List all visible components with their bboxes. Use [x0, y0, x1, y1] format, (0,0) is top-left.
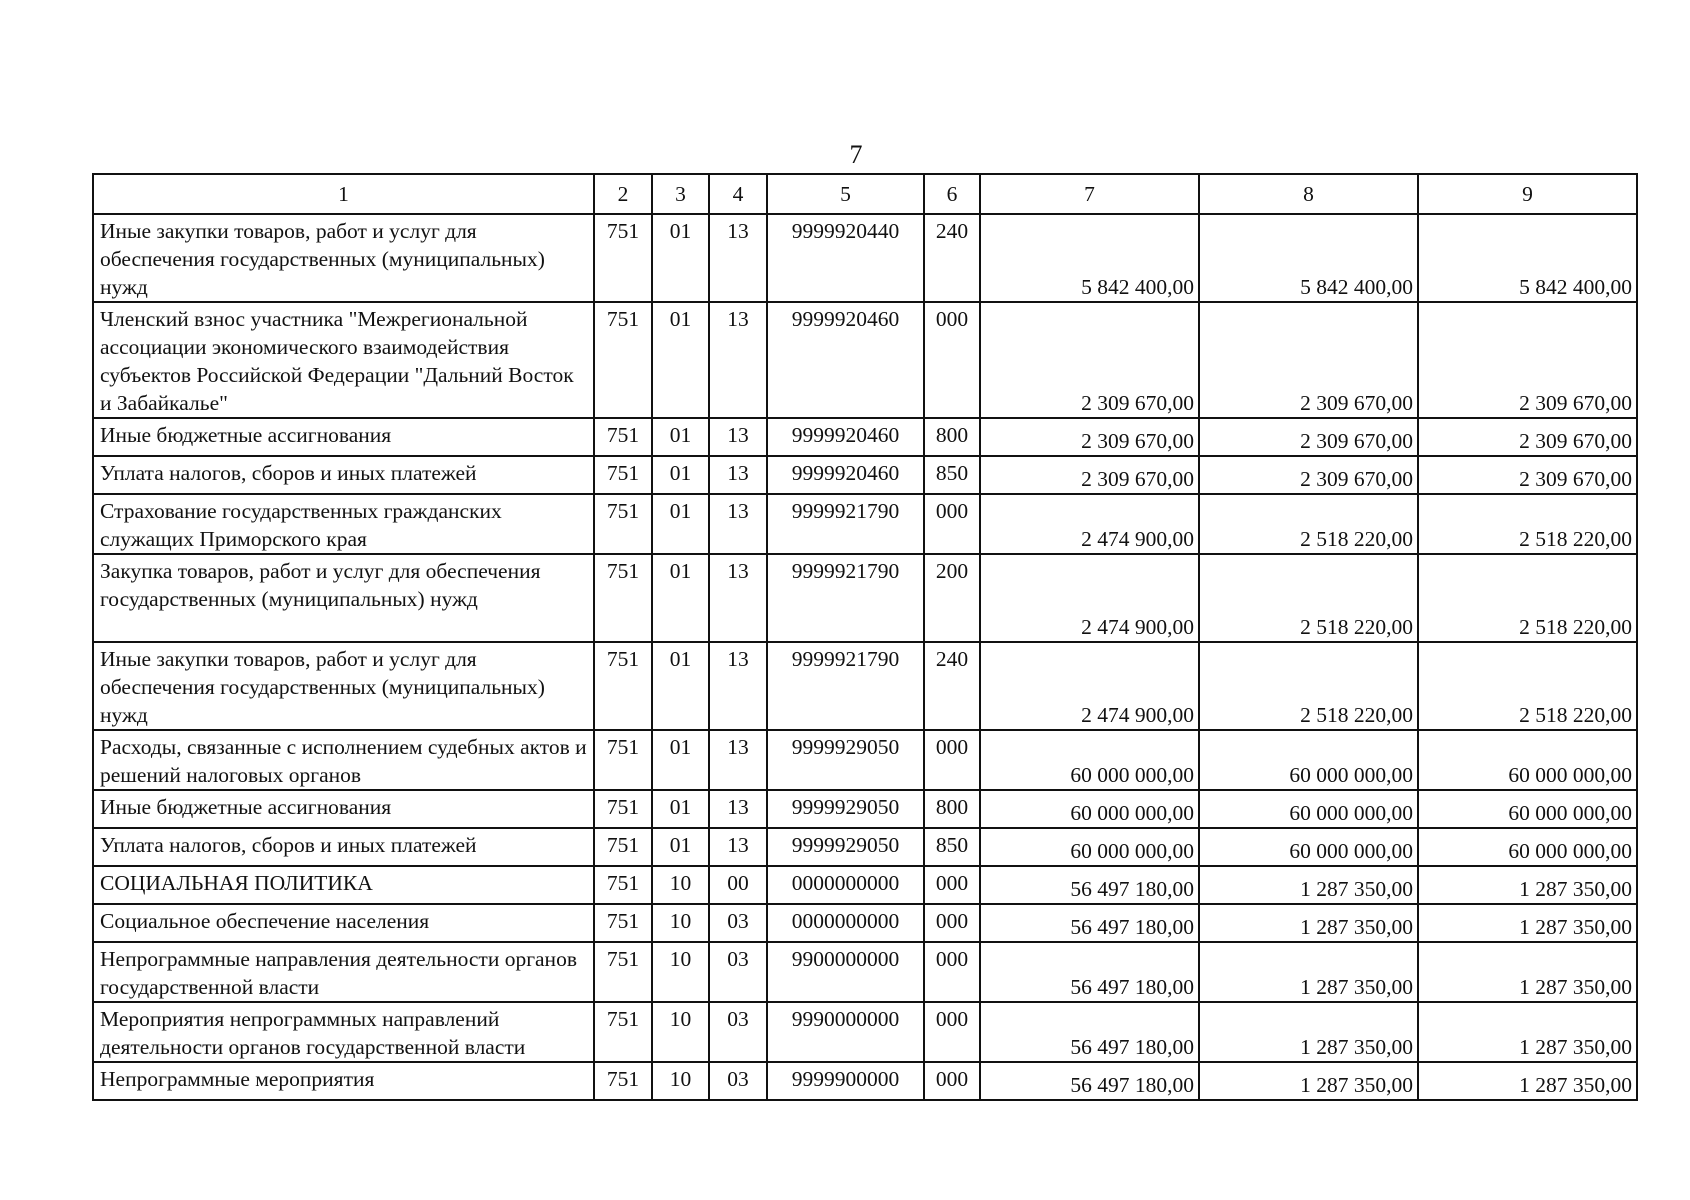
cell-expense-type: 000	[924, 942, 980, 1002]
cell-amount-col7: 56 497 180,00	[980, 1062, 1199, 1100]
cell-target-item: 9999921790	[767, 494, 924, 554]
cell-admin-code: 751	[594, 942, 652, 1002]
cell-admin-code: 751	[594, 828, 652, 866]
table-row	[93, 1002, 1637, 1062]
table-row	[93, 790, 1637, 828]
cell-section: 01	[652, 642, 709, 730]
cell-amount-col9: 2 518 220,00	[1418, 642, 1637, 730]
column-header: 7	[980, 174, 1199, 214]
cell-target-item: 9990000000	[767, 1002, 924, 1062]
cell-amount-col9: 2 309 670,00	[1418, 418, 1637, 456]
cell-amount-col8: 1 287 350,00	[1199, 904, 1418, 942]
cell-amount-col7: 2 309 670,00	[980, 456, 1199, 494]
cell-amount-col8: 1 287 350,00	[1199, 942, 1418, 1002]
cell-admin-code: 751	[594, 418, 652, 456]
cell-amount-col7: 56 497 180,00	[980, 866, 1199, 904]
cell-expense-type: 850	[924, 456, 980, 494]
row-name: Членский взнос участника "Межрегиональной ассоциации экономического взаимодействия субъектов Российской Федерации "Дальний Восток и Забайкалье"	[93, 302, 594, 418]
page-number: 7	[849, 140, 863, 169]
cell-subsection: 03	[709, 904, 767, 942]
cell-amount-col8: 2 518 220,00	[1199, 642, 1418, 730]
cell-target-item: 0000000000	[767, 904, 924, 942]
cell-amount-col9: 1 287 350,00	[1418, 866, 1637, 904]
row-name: Уплата налогов, сборов и иных платежей	[93, 828, 594, 866]
cell-section: 01	[652, 828, 709, 866]
table-row	[93, 866, 1637, 904]
cell-admin-code: 751	[594, 730, 652, 790]
cell-amount-col7: 60 000 000,00	[980, 730, 1199, 790]
row-name: Мероприятия непрограммных направлений деятельности органов государственной власти	[93, 1002, 594, 1062]
column-header: 4	[709, 174, 767, 214]
table-row	[93, 302, 1637, 418]
cell-expense-type: 800	[924, 790, 980, 828]
cell-subsection: 13	[709, 554, 767, 642]
column-header: 1	[93, 174, 594, 214]
cell-admin-code: 751	[594, 904, 652, 942]
table-row	[93, 942, 1637, 1002]
cell-section: 01	[652, 494, 709, 554]
cell-target-item: 9999921790	[767, 554, 924, 642]
budget-table	[92, 173, 1638, 1101]
cell-admin-code: 751	[594, 302, 652, 418]
cell-amount-col9: 5 842 400,00	[1418, 214, 1637, 302]
row-name: СОЦИАЛЬНАЯ ПОЛИТИКА	[93, 866, 594, 904]
cell-amount-col8: 1 287 350,00	[1199, 1002, 1418, 1062]
cell-admin-code: 751	[594, 554, 652, 642]
cell-amount-col9: 2 518 220,00	[1418, 494, 1637, 554]
cell-section: 01	[652, 730, 709, 790]
row-name: Иные закупки товаров, работ и услуг для обеспечения государственных (муниципальных) нужд	[93, 214, 594, 302]
cell-section: 01	[652, 418, 709, 456]
cell-expense-type: 000	[924, 1002, 980, 1062]
table-row	[93, 494, 1637, 554]
table-row	[93, 554, 1637, 642]
cell-section: 10	[652, 942, 709, 1002]
cell-amount-col7: 56 497 180,00	[980, 1002, 1199, 1062]
cell-amount-col7: 2 474 900,00	[980, 642, 1199, 730]
cell-admin-code: 751	[594, 214, 652, 302]
cell-admin-code: 751	[594, 1002, 652, 1062]
cell-expense-type: 000	[924, 494, 980, 554]
cell-target-item: 9999929050	[767, 790, 924, 828]
cell-section: 01	[652, 790, 709, 828]
cell-amount-col7: 2 309 670,00	[980, 302, 1199, 418]
column-header: 5	[767, 174, 924, 214]
table-row	[93, 904, 1637, 942]
cell-target-item: 9999900000	[767, 1062, 924, 1100]
cell-amount-col8: 60 000 000,00	[1199, 730, 1418, 790]
cell-subsection: 03	[709, 942, 767, 1002]
cell-amount-col7: 56 497 180,00	[980, 942, 1199, 1002]
cell-amount-col8: 1 287 350,00	[1199, 866, 1418, 904]
cell-expense-type: 240	[924, 642, 980, 730]
row-name: Расходы, связанные с исполнением судебных актов и решений налоговых органов	[93, 730, 594, 790]
cell-amount-col9: 2 518 220,00	[1418, 554, 1637, 642]
row-name: Иные бюджетные ассигнования	[93, 418, 594, 456]
cell-target-item: 9999920460	[767, 456, 924, 494]
cell-subsection: 13	[709, 418, 767, 456]
cell-subsection: 13	[709, 302, 767, 418]
cell-amount-col9: 60 000 000,00	[1418, 828, 1637, 866]
cell-amount-col8: 60 000 000,00	[1199, 828, 1418, 866]
cell-target-item: 9999921790	[767, 642, 924, 730]
cell-section: 01	[652, 302, 709, 418]
column-header: 6	[924, 174, 980, 214]
cell-admin-code: 751	[594, 642, 652, 730]
column-header: 8	[1199, 174, 1418, 214]
cell-amount-col9: 2 309 670,00	[1418, 302, 1637, 418]
cell-amount-col9: 1 287 350,00	[1418, 904, 1637, 942]
cell-expense-type: 000	[924, 1062, 980, 1100]
row-name: Закупка товаров, работ и услуг для обеспечения государственных (муниципальных) нужд	[93, 554, 594, 642]
cell-subsection: 03	[709, 1002, 767, 1062]
cell-target-item: 9999929050	[767, 828, 924, 866]
cell-amount-col9: 60 000 000,00	[1418, 730, 1637, 790]
row-name: Непрограммные мероприятия	[93, 1062, 594, 1100]
column-header: 9	[1418, 174, 1637, 214]
row-name: Уплата налогов, сборов и иных платежей	[93, 456, 594, 494]
row-name: Иные закупки товаров, работ и услуг для обеспечения государственных (муниципальных) нужд	[93, 642, 594, 730]
cell-target-item: 9900000000	[767, 942, 924, 1002]
cell-subsection: 13	[709, 790, 767, 828]
cell-section: 01	[652, 456, 709, 494]
cell-subsection: 13	[709, 730, 767, 790]
cell-section: 10	[652, 904, 709, 942]
cell-amount-col9: 2 309 670,00	[1418, 456, 1637, 494]
cell-target-item: 9999920440	[767, 214, 924, 302]
cell-section: 10	[652, 1062, 709, 1100]
cell-amount-col9: 1 287 350,00	[1418, 1002, 1637, 1062]
cell-target-item: 0000000000	[767, 866, 924, 904]
cell-subsection: 00	[709, 866, 767, 904]
row-name: Страхование государственных гражданских служащих Приморского края	[93, 494, 594, 554]
column-header: 3	[652, 174, 709, 214]
cell-expense-type: 850	[924, 828, 980, 866]
cell-expense-type: 240	[924, 214, 980, 302]
cell-amount-col8: 2 309 670,00	[1199, 302, 1418, 418]
table-row	[93, 642, 1637, 730]
cell-target-item: 9999920460	[767, 302, 924, 418]
cell-amount-col9: 60 000 000,00	[1418, 790, 1637, 828]
cell-subsection: 13	[709, 828, 767, 866]
cell-amount-col8: 1 287 350,00	[1199, 1062, 1418, 1100]
cell-amount-col7: 2 474 900,00	[980, 494, 1199, 554]
cell-expense-type: 800	[924, 418, 980, 456]
cell-target-item: 9999929050	[767, 730, 924, 790]
cell-subsection: 13	[709, 456, 767, 494]
cell-amount-col8: 2 309 670,00	[1199, 456, 1418, 494]
table-row	[93, 1062, 1637, 1100]
cell-subsection: 03	[709, 1062, 767, 1100]
cell-amount-col8: 2 518 220,00	[1199, 554, 1418, 642]
row-name: Иные бюджетные ассигнования	[93, 790, 594, 828]
cell-amount-col7: 5 842 400,00	[980, 214, 1199, 302]
cell-section: 01	[652, 554, 709, 642]
table-row	[93, 456, 1637, 494]
cell-amount-col7: 2 309 670,00	[980, 418, 1199, 456]
cell-admin-code: 751	[594, 790, 652, 828]
cell-section: 10	[652, 1002, 709, 1062]
cell-amount-col8: 2 518 220,00	[1199, 494, 1418, 554]
header-row	[93, 174, 1637, 214]
cell-admin-code: 751	[594, 494, 652, 554]
cell-amount-col7: 56 497 180,00	[980, 904, 1199, 942]
cell-subsection: 13	[709, 214, 767, 302]
cell-expense-type: 000	[924, 302, 980, 418]
cell-section: 10	[652, 866, 709, 904]
row-name: Социальное обеспечение населения	[93, 904, 594, 942]
table-row	[93, 418, 1637, 456]
cell-amount-col9: 1 287 350,00	[1418, 942, 1637, 1002]
table-row	[93, 730, 1637, 790]
column-header: 2	[594, 174, 652, 214]
cell-expense-type: 000	[924, 730, 980, 790]
row-name: Непрограммные направления деятельности органов государственной власти	[93, 942, 594, 1002]
cell-amount-col8: 5 842 400,00	[1199, 214, 1418, 302]
cell-amount-col7: 60 000 000,00	[980, 790, 1199, 828]
cell-section: 01	[652, 214, 709, 302]
cell-subsection: 13	[709, 642, 767, 730]
cell-subsection: 13	[709, 494, 767, 554]
cell-amount-col9: 1 287 350,00	[1418, 1062, 1637, 1100]
cell-target-item: 9999920460	[767, 418, 924, 456]
table-row	[93, 828, 1637, 866]
cell-amount-col8: 2 309 670,00	[1199, 418, 1418, 456]
cell-amount-col7: 2 474 900,00	[980, 554, 1199, 642]
cell-expense-type: 000	[924, 866, 980, 904]
cell-expense-type: 000	[924, 904, 980, 942]
cell-admin-code: 751	[594, 866, 652, 904]
cell-expense-type: 200	[924, 554, 980, 642]
table-row	[93, 214, 1637, 302]
cell-amount-col7: 60 000 000,00	[980, 828, 1199, 866]
cell-amount-col8: 60 000 000,00	[1199, 790, 1418, 828]
cell-admin-code: 751	[594, 456, 652, 494]
cell-admin-code: 751	[594, 1062, 652, 1100]
